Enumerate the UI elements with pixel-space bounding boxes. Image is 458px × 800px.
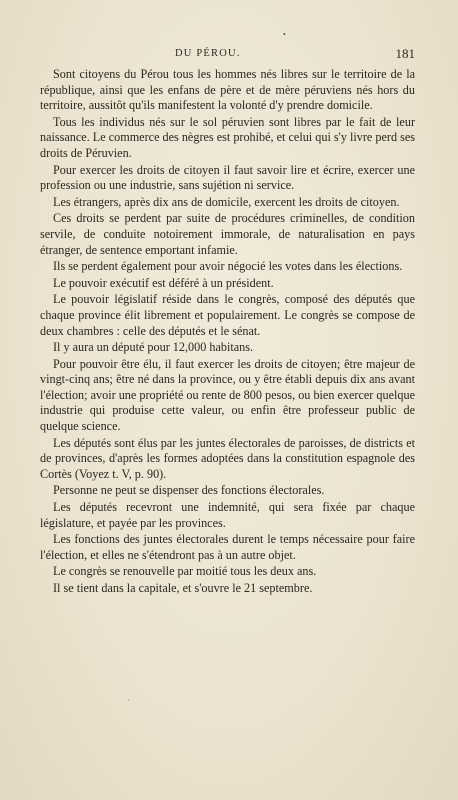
paragraph: Les étrangers, après dix ans de domicile, exercent les droits de citoyen. [53, 194, 400, 209]
paragraph: Les députés sont élus par les juntes électorales de paroisses, de districts et de provinces, d'après les formes adoptées dans la constitution espagnole des Cortès (Voyez t. V, p. 90). [40, 435, 415, 481]
page-number: 181 [395, 46, 415, 61]
paragraph: Les fonctions des juntes électorales durent le temps nécessaire pour faire l'élection, et elles ne s'étendront pas à un autre objet. [40, 532, 415, 562]
paragraph: Sont citoyens du Pérou tous les hommes nés libres sur le territoire de la république, ainsi que les enfans de père et de mère péruviens nés hors du territoire, aussitôt qu'ils manifestent la volonté d'y prendre domicile. [40, 67, 415, 113]
paragraph: Le pouvoir exécutif est déféré à un président. [53, 275, 274, 290]
ink-speck: ˎ [127, 692, 130, 701]
paragraph: Il y aura un député pour 12,000 habitans. [53, 340, 254, 355]
running-head: DU PÉROU. [175, 48, 241, 59]
paragraph: Pour exercer les droits de citoyen il faut savoir lire et écrire, exercer une profession ou une industrie, sans sujétion ni service. [40, 162, 415, 193]
paragraph: Le pouvoir législatif réside dans le congrès, composé des députés que chaque province élit librement et populairement. Le congrès se compose de deux chambres : celle des députés et le sénat. [40, 292, 415, 338]
ink-speck: • [283, 30, 286, 39]
paragraph: Ces droits se perdent par suite de procédures criminelles, de condition servile, de conduite notoirement immorale, de naturalisation en pays étranger, de sentence emportant infamie. [40, 211, 415, 257]
paragraph: Tous les individus nés sur le sol péruvien sont libres par le fait de leur naissance. Le commerce des nègres est prohibé, et celui qui s'y livre perd ses droits de Péruvien. [40, 114, 415, 160]
page-header [40, 48, 415, 64]
paragraph: Il se tient dans la capitale, et s'ouvre le 21 septembre. [53, 581, 313, 595]
paragraph: Personne ne peut se dispenser des fonctions électorales. [53, 483, 325, 498]
body-text [40, 67, 415, 597]
paragraph: Ils se perdent également pour avoir négocié les votes dans les élections. [53, 259, 403, 274]
paragraph: Pour pouvoir être élu, il faut exercer les droits de citoyen; être majeur de vingt-cinq ans; être né dans la province, ou y être établi depuis dix ans avant l'élection; avoir une propriété ou rente de 800 pesos, ou bien exercer quelque industrie qui produise cette valeur, ou enfin être professeur public de quelque science. [40, 356, 415, 434]
paragraph: Les députés recevront une indemnité, qui sera fixée par chaque législature, et payée par les provinces. [40, 500, 415, 530]
paragraph: Le congrès se renouvelle par moitié tous les deux ans. [53, 564, 317, 579]
